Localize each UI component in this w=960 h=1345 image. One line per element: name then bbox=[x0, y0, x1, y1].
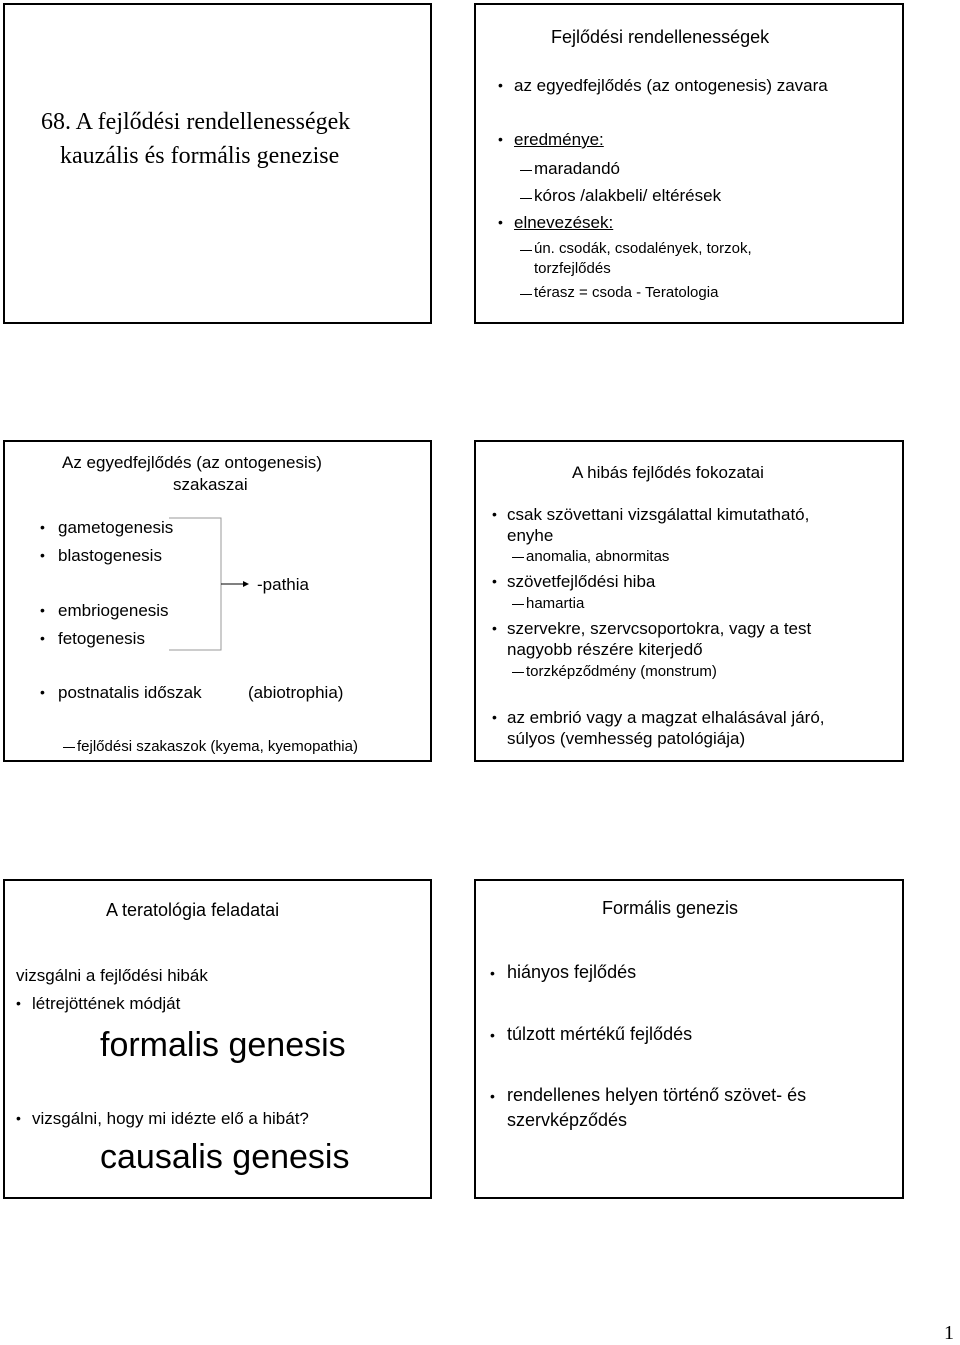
slide-4-sub-item: torzképződmény (monstrum) bbox=[526, 663, 717, 680]
dash-icon bbox=[520, 250, 532, 251]
slide-3-title-line-1: Az egyedfejlődés (az ontogenesis) bbox=[62, 453, 322, 472]
slide-5 bbox=[3, 879, 432, 1199]
bullet-icon: • bbox=[16, 995, 21, 1011]
bullet-icon: • bbox=[492, 620, 497, 636]
slide-5-title: A teratológia feladatai bbox=[106, 900, 280, 920]
slide-3-title-line-2: szakaszai bbox=[173, 475, 248, 494]
slide-2-item: az egyedfejlődés (az ontogenesis) zavara bbox=[514, 76, 828, 95]
bracket-arrow bbox=[165, 514, 255, 659]
abiotrophia-label: (abiotrophia) bbox=[248, 683, 344, 702]
slide-4 bbox=[474, 440, 904, 762]
slide-3-sub-item: fejlődési szakaszok (kyema, kyemopathia) bbox=[77, 738, 358, 755]
slide-6-item: rendellenes helyen történő szövet- és bbox=[507, 1085, 807, 1105]
bullet-icon: • bbox=[492, 709, 497, 725]
stage-item: embriogenesis bbox=[58, 601, 169, 620]
dash-icon bbox=[520, 294, 532, 295]
bullet-icon: • bbox=[490, 965, 495, 981]
bullet-icon: • bbox=[40, 602, 45, 618]
stage-item: fetogenesis bbox=[58, 629, 145, 648]
bullet-icon: • bbox=[490, 1088, 495, 1104]
slide-6-item: hiányos fejlődés bbox=[507, 962, 637, 982]
dash-icon bbox=[520, 198, 532, 199]
slide-6-title: Formális genezis bbox=[602, 898, 739, 918]
slide-2-sub-item: térasz = csoda - Teratologia bbox=[534, 284, 719, 301]
bullet-icon: • bbox=[490, 1027, 495, 1043]
dash-icon bbox=[512, 672, 524, 673]
dash-icon bbox=[512, 557, 524, 558]
slide-5-line: vizsgálni a fejlődési hibák bbox=[16, 966, 208, 985]
slide-2-sub-item: kóros /alakbeli/ eltérések bbox=[534, 186, 722, 205]
causalis-genesis-label: causalis genesis bbox=[100, 1138, 350, 1176]
slide-4-item: súlyos (vemhesség patológiája) bbox=[507, 729, 746, 748]
slide-1-title-line-2: kauzális és formális genezise bbox=[60, 143, 340, 169]
pathia-label: -pathia bbox=[257, 575, 309, 594]
slide-4-item: nagyobb részére kiterjedő bbox=[507, 640, 703, 659]
slide-5-line: vizsgálni, hogy mi idézte elő a hibát? bbox=[32, 1109, 309, 1128]
slide-4-sub-item: anomalia, abnormitas bbox=[526, 548, 670, 565]
slide-4-item: szövetfejlődési hiba bbox=[507, 572, 656, 591]
slide-1-title-line-1: 68. A fejlődési rendellenességek bbox=[41, 109, 351, 135]
bullet-icon: • bbox=[40, 684, 45, 700]
bullet-icon: • bbox=[498, 77, 503, 93]
bullet-icon: • bbox=[498, 214, 503, 230]
slide-2-sub-item: maradandó bbox=[534, 159, 621, 178]
slide-2-item: elnevezések: bbox=[514, 213, 614, 232]
slide-5-line: létrejöttének módját bbox=[32, 994, 181, 1013]
bullet-icon: • bbox=[498, 131, 503, 147]
formalis-genesis-label: formalis genesis bbox=[100, 1026, 346, 1064]
slide-2-title: Fejlődési rendellenességek bbox=[551, 27, 770, 47]
stage-item: gametogenesis bbox=[58, 518, 174, 537]
bullet-icon: • bbox=[492, 506, 497, 522]
slide-4-item: az embrió vagy a magzat elhalásával járó, bbox=[507, 708, 825, 727]
slide-4-title: A hibás fejlődés fokozatai bbox=[572, 463, 764, 482]
slide-2 bbox=[474, 3, 904, 324]
dash-icon bbox=[520, 170, 532, 171]
slide-3 bbox=[3, 440, 432, 762]
dash-icon bbox=[63, 747, 75, 748]
page-number: 1 bbox=[944, 1322, 954, 1344]
bullet-icon: • bbox=[40, 519, 45, 535]
slide-6 bbox=[474, 879, 904, 1199]
dash-icon bbox=[512, 604, 524, 605]
slide-2-item: eredménye: bbox=[514, 130, 604, 149]
bullet-icon: • bbox=[492, 573, 497, 589]
stage-item: blastogenesis bbox=[58, 546, 162, 565]
slide-4-sub-item: hamartia bbox=[526, 595, 585, 612]
postnatalis-label: postnatalis időszak bbox=[58, 683, 202, 702]
slide-6-item: túlzott mértékű fejlődés bbox=[507, 1024, 693, 1044]
slide-6-item: szervképződés bbox=[507, 1110, 628, 1130]
bullet-icon: • bbox=[40, 630, 45, 646]
slide-4-item: enyhe bbox=[507, 526, 554, 545]
bullet-icon: • bbox=[40, 547, 45, 563]
slide-4-item: szervekre, szervcsoportokra, vagy a test bbox=[507, 619, 812, 638]
slide-2-sub-item: ún. csodák, csodalények, torzok, bbox=[534, 240, 752, 257]
slide-4-item: csak szövettani vizsgálattal kimutatható, bbox=[507, 505, 810, 524]
slide-2-sub-item: torzfejlődés bbox=[534, 260, 611, 277]
bullet-icon: • bbox=[16, 1110, 21, 1126]
slide-1 bbox=[3, 3, 432, 324]
